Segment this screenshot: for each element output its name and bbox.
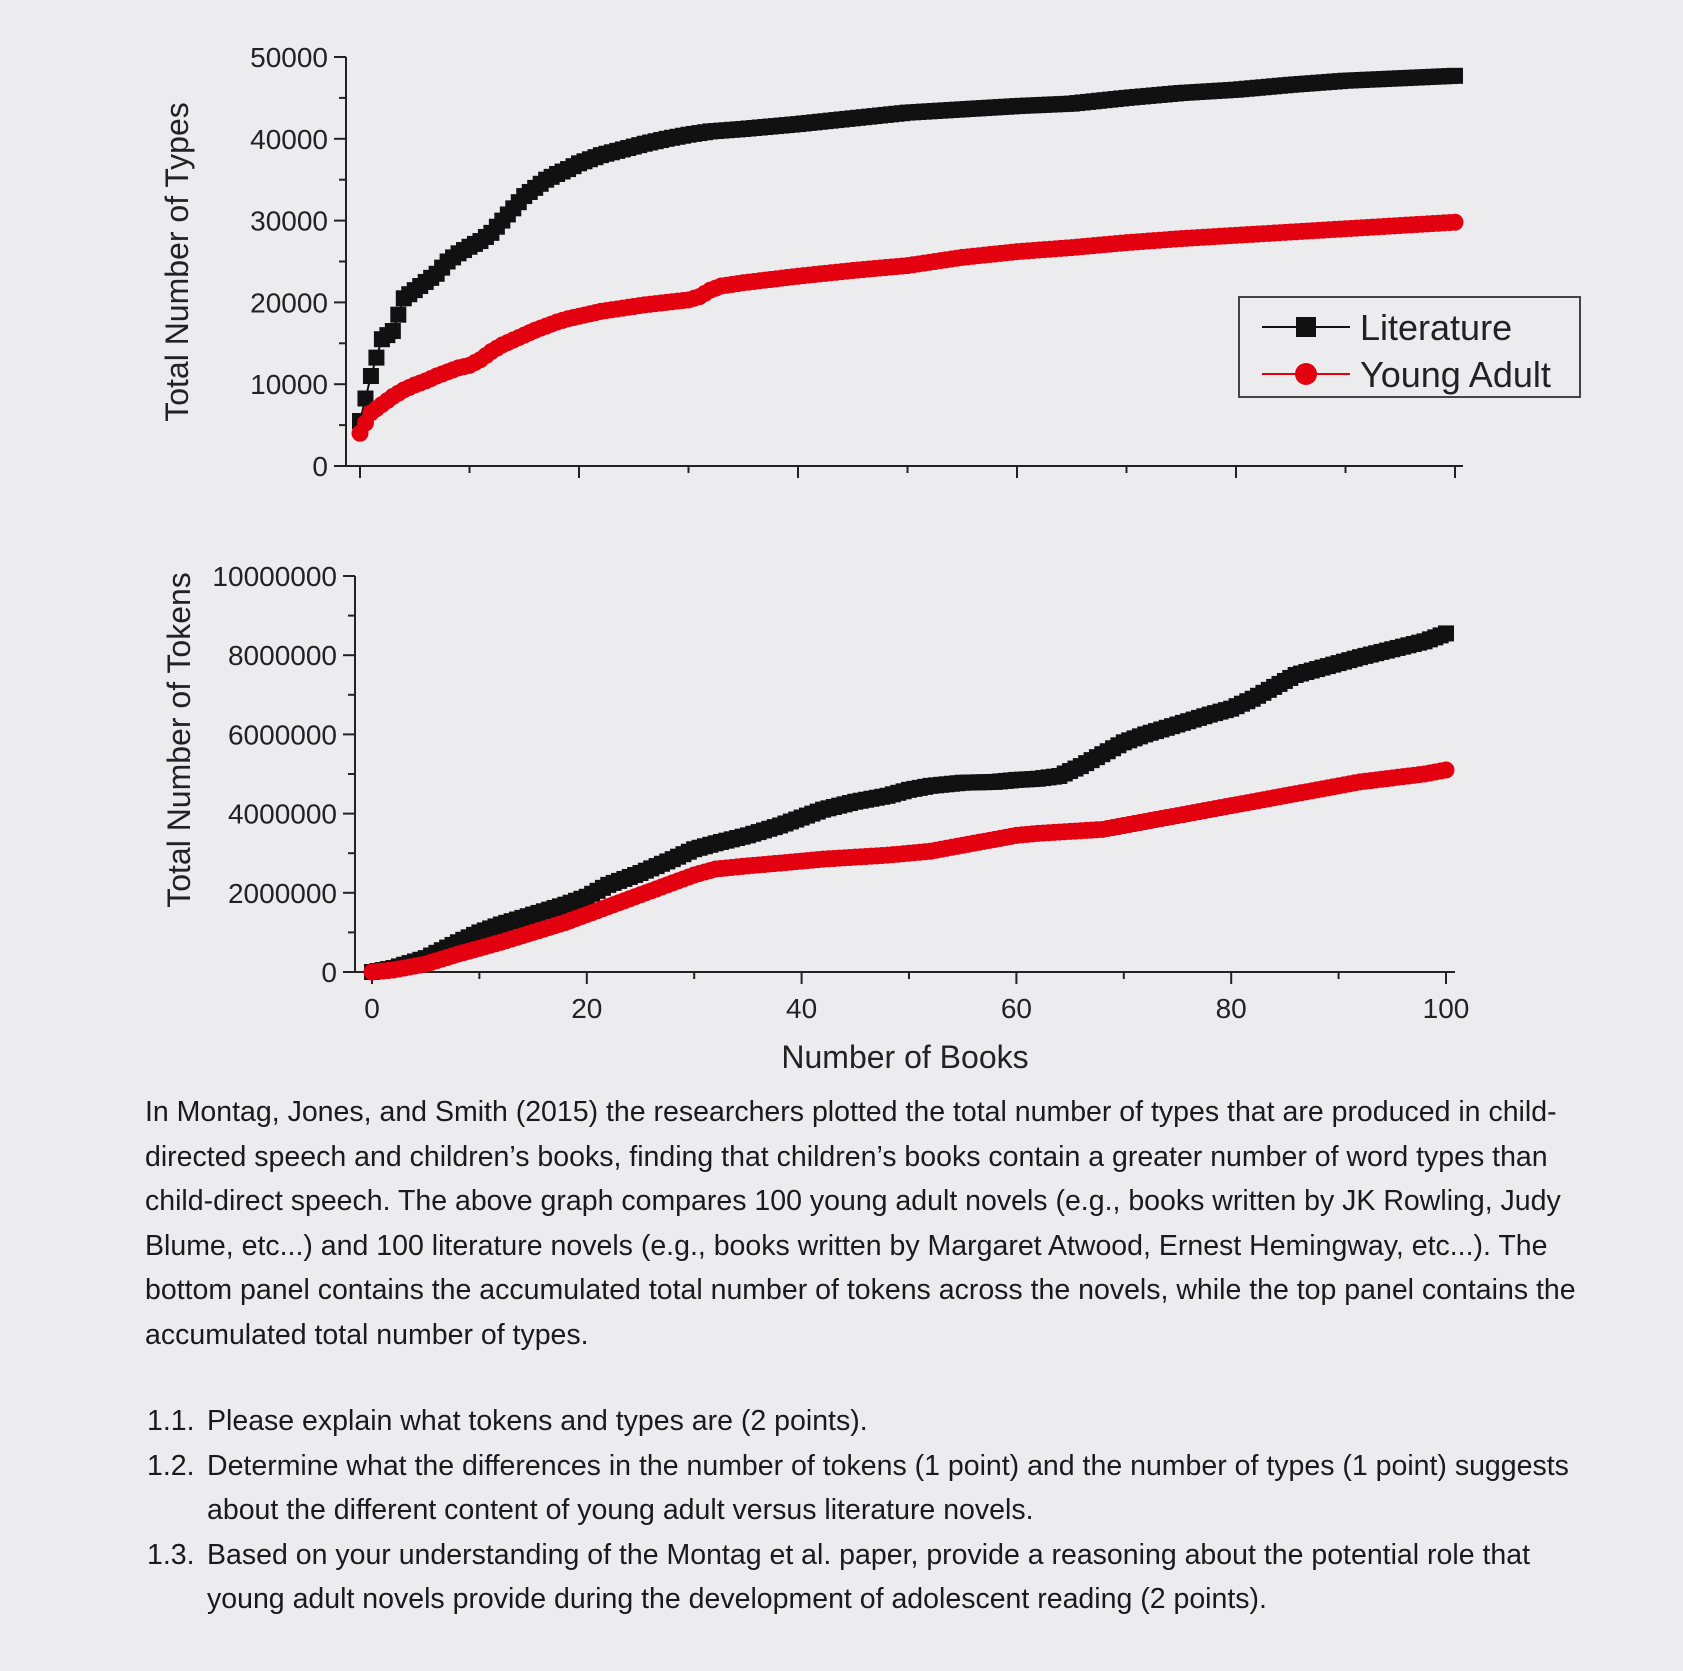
legend-label-literature: Literature xyxy=(1360,307,1513,348)
question-number: 1.2. xyxy=(147,1449,195,1482)
question-item xyxy=(145,1444,1615,1533)
question-text: Determine what the differences in the number of tokens (1 point) and the number of types (1 point) suggests about the different content of young adult versus literature novels. xyxy=(207,1449,1569,1526)
bottom-y-tick-label: 4000000 xyxy=(227,798,337,830)
question-text-block xyxy=(145,1090,1615,1622)
tokens-panel xyxy=(161,561,1469,1075)
top-y-tick-label: 20000 xyxy=(250,287,328,319)
bottom-x-ticks xyxy=(364,972,1469,1024)
top-y-tick-label: 0 xyxy=(312,451,328,482)
question-text: Please explain what tokens and types are (2 points). xyxy=(207,1405,868,1437)
x-tick-label: 100 xyxy=(1422,993,1470,1024)
question-item xyxy=(145,1399,1615,1444)
bottom-y-axis-title: Total Number of Tokens xyxy=(161,572,197,908)
legend-marker-literature xyxy=(1296,317,1316,337)
bottom-y-tick-label: 2000000 xyxy=(227,877,337,909)
bottom-y-tick-label: 10000000 xyxy=(212,561,337,592)
bottom-y-ticks xyxy=(212,561,355,988)
question-list xyxy=(145,1399,1615,1622)
bottom-point-young-adult xyxy=(1438,762,1455,779)
x-axis-title: Number of Books xyxy=(781,1039,1029,1075)
top-point-literature xyxy=(363,368,379,384)
bottom-y-tick-label: 8000000 xyxy=(227,640,337,672)
top-y-axis-title: Total Number of Types xyxy=(159,102,195,422)
bottom-y-tick-label: 6000000 xyxy=(227,719,337,751)
top-y-tick-label: 40000 xyxy=(250,123,328,155)
bottom-point-literature xyxy=(1438,625,1454,641)
intro-paragraph: In Montag, Jones, and Smith (2015) the researchers plotted the total number of types that are produced in child-directed speech and children’s books, finding that children’s books contain a greater number of word types than child-direct speech. The above graph compares 100 young adult novels (e.g., books written by JK Rowling, Judy Blume, etc...) and 100 literature novels (e.g., books written by Margaret Atwood, Ernest Hemingway, etc...). The bottom panel contains the accumulated total number of tokens across the novels, while the top panel contains the accumulated total number of types. xyxy=(145,1096,1576,1351)
types-panel xyxy=(159,42,1580,482)
legend xyxy=(1239,297,1580,397)
top-x-ticks xyxy=(360,466,1455,478)
top-point-literature xyxy=(390,307,406,323)
x-tick-label: 0 xyxy=(364,993,380,1024)
legend-label-young-adult: Young Adult xyxy=(1360,354,1551,395)
x-tick-label: 60 xyxy=(1000,993,1032,1024)
question-number: 1.1. xyxy=(147,1405,195,1437)
bottom-y-tick-label: 0 xyxy=(321,957,337,988)
top-point-literature xyxy=(1447,68,1463,84)
question-text: Based on your understanding of the Montag et al. paper, provide a reasoning about the potential role that young adult novels provide during the development of adolescent reading (2 points). xyxy=(207,1538,1531,1615)
x-tick-label: 20 xyxy=(571,993,603,1024)
x-tick-label: 80 xyxy=(1215,993,1247,1024)
x-tick-label: 40 xyxy=(786,993,818,1024)
top-point-literature xyxy=(368,350,384,366)
bottom-series-group xyxy=(364,625,1455,980)
top-y-tick-label: 50000 xyxy=(250,42,328,73)
top-point-young-adult xyxy=(1447,214,1464,231)
top-point-literature xyxy=(385,323,401,339)
top-y-ticks xyxy=(250,42,346,482)
top-y-tick-label: 10000 xyxy=(250,369,328,401)
top-y-tick-label: 30000 xyxy=(250,205,328,237)
question-item xyxy=(145,1533,1615,1622)
legend-marker-young-adult xyxy=(1295,363,1317,385)
question-number: 1.3. xyxy=(147,1538,195,1571)
